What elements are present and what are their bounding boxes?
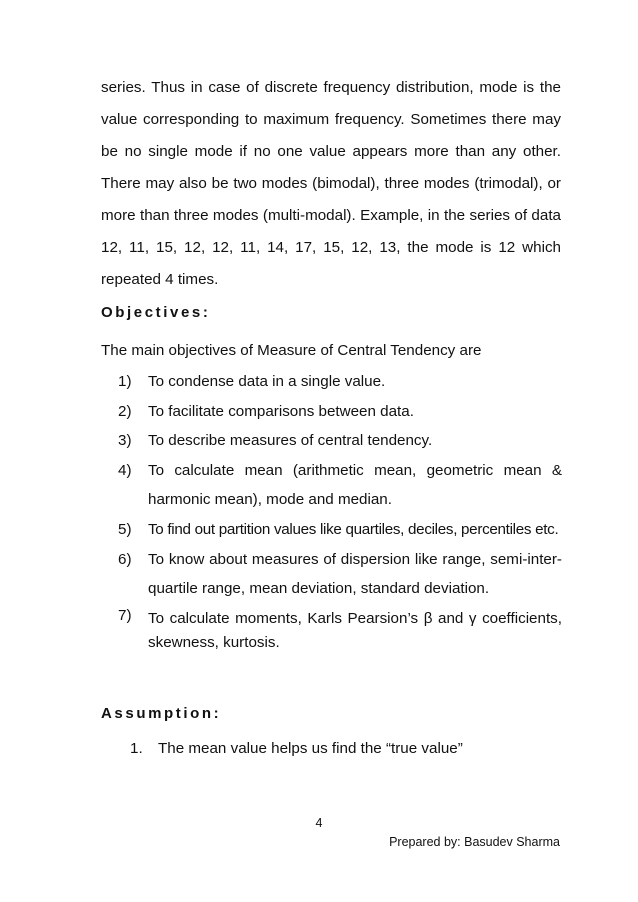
footer-credit: Prepared by: Basudev Sharma xyxy=(389,835,560,849)
list-item-number: 7) xyxy=(118,606,132,624)
assumption-list xyxy=(130,740,463,757)
list-item-text: To condense data in a single value. xyxy=(148,373,386,390)
list-item xyxy=(118,456,562,515)
list-item-number: 5) xyxy=(118,520,132,538)
list-item xyxy=(118,545,562,604)
list-item-text: To find out partition values like quartiles, deciles, percentiles etc. xyxy=(148,520,559,538)
list-item-number: 4) xyxy=(118,461,132,479)
list-item xyxy=(118,426,562,456)
objectives-heading: Objectives: xyxy=(101,304,211,321)
assumption-heading: Assumption: xyxy=(101,705,222,722)
objectives-list xyxy=(118,367,562,658)
list-item-text: To calculate mean (arithmetic mean, geometric mean & harmonic mean), mode and median. xyxy=(148,461,562,509)
list-item-number: 1. xyxy=(130,740,143,757)
list-item-number: 1) xyxy=(118,373,132,390)
list-item xyxy=(118,367,562,397)
list-item-text: To describe measures of central tendency. xyxy=(148,432,433,450)
list-item xyxy=(118,515,562,545)
list-item xyxy=(130,740,463,757)
list-item-text: The mean value helps us find the “true value” xyxy=(158,740,463,757)
page-number: 4 xyxy=(315,816,323,830)
list-item xyxy=(118,397,562,427)
list-item-text: To know about measures of dispersion like range, semi-inter-quartile range, mean deviation, standard deviation. xyxy=(148,550,562,598)
list-item xyxy=(118,604,562,658)
list-item-text: To calculate moments, Karls Pearsion’s β and γ coefficients, skewness, kurtosis. xyxy=(148,609,562,651)
list-item-number: 3) xyxy=(118,432,132,450)
body-paragraph: series. Thus in case of discrete frequency distribution, mode is the value corresponding to maximum frequency. Sometimes there may be no single mode if no one value appears more than any other. There may also be two modes (bimodal), three modes (trimodal), or more than three modes (multi-modal). Example, in the series of data 12, 11, 15, 12, 12, 11, 14, 17, 15, 12, 13, the mode is 12 which repeated 4 times. xyxy=(101,79,561,288)
list-item-text: To facilitate comparisons between data. xyxy=(148,402,414,420)
objectives-intro: The main objectives of Measure of Central Tendency are xyxy=(101,342,482,359)
list-item-number: 6) xyxy=(118,550,132,568)
list-item-number: 2) xyxy=(118,402,132,420)
